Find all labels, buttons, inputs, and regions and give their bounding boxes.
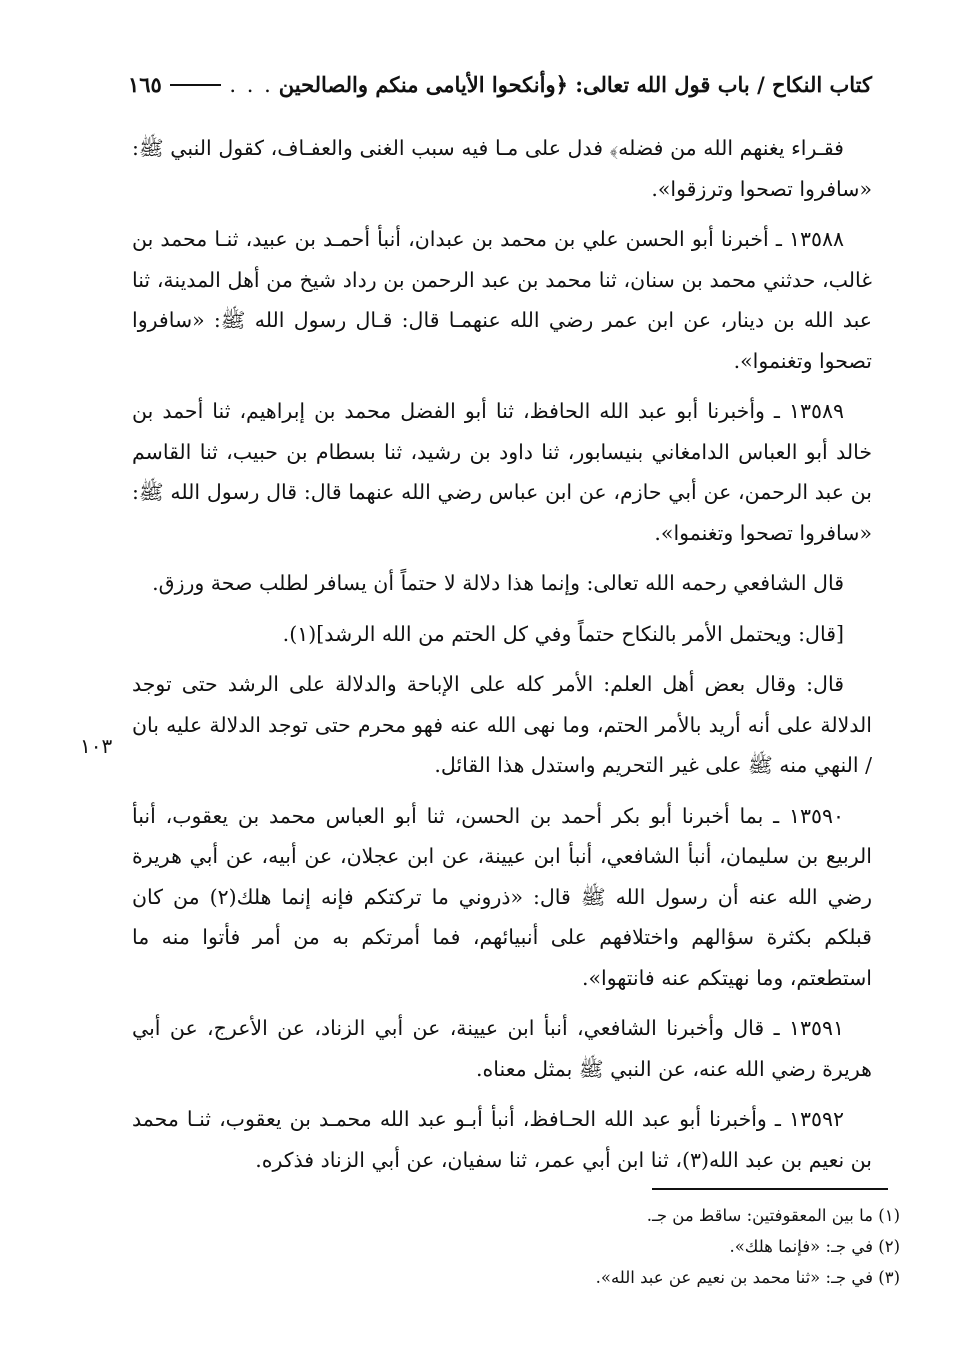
bracketed-note: [قال: ويحتمل الأمر بالنكاح حتماً وفي كل الحتم من الله الرشد](١). xyxy=(282,621,844,646)
hadith-13591: ١٣٥٩١ ـ قال وأخبرنا الشافعي، أنبأ ابن عيينة، عن أبي الزناد، عن الأعرج، عن أبي هريرة رضي الله عنه، عن النبي ﷺ بمثل معناه. xyxy=(132,1016,872,1081)
page-number: ١٦٥ xyxy=(128,72,162,97)
hadith-13588: ١٣٥٨٨ ـ أخبرنا أبو الحسن علي بن محمد بن عبدان، أنبأ أحمـد بن عبيد، ثنـا محمد بن غالب، حدثني محمد بن سنان، ثنا محمد بن عبد الرحمن بن رداد شيخ من أهل المدينة، ثنا عبد الله بن دينار، عن ابن عمر رضي الله عنهمـا قال: قـال رسول الله ﷺ: «سافروا تصحوا وتغنموا». xyxy=(132,227,872,373)
footnote-separator xyxy=(652,1188,888,1190)
running-header xyxy=(128,72,872,112)
hadith-13592: ١٣٥٩٢ ـ وأخبرنا أبو عبد الله الحـافظ، أنبأ أبـو عبد الله محمـد بن يعقوب، ثنـا محمد بن نعيم بن عبد الله(٣)، ثنا ابن أبي عمر، ثنا سفيان، عن أبي الزناد فذكره. xyxy=(132,1107,872,1172)
footnote-3: (٣) في جـ: «ثنا محمد بن نعيم عن عبد الله». xyxy=(595,1268,900,1287)
footnotes xyxy=(200,1200,900,1293)
footnote-1: (١) ما بين المعقوفتين: ساقط من جـ. xyxy=(646,1206,900,1225)
chapter-title: كتاب النكاح / باب قول الله تعالى: ﴿وأنكحوا الأيامى منكم والصالحين xyxy=(278,72,872,97)
main-text xyxy=(132,128,872,1190)
shafii-comment: قال الشافعي رحمه الله تعالى: وإنما هذا دلالة لا حتماً أن يسافر لطلب صحة ورزق. xyxy=(152,571,844,595)
hadith-13589: ١٣٥٨٩ ـ وأخبرنا أبو عبد الله الحافظ، ثنا أبو الفضل محمد بن إبراهيم، ثنا أحمد بن خالد أبو العباس الدامغاني بنيسابور، ثنا داود بن رشيد، ثنا بسطام بن حبيب، ثنا القاسم بن عبد الرحمن، عن أبي حازم، عن ابن عباس رضي الله عنهما قال: قال رسول الله ﷺ: «سافروا تصحوا وتغنموا». xyxy=(132,399,872,545)
footnote-2: (٢) في جـ: «فإنما هلك». xyxy=(729,1237,900,1256)
header-ellipsis: . . . xyxy=(229,73,273,97)
paragraph-continuation: فقـراء يغنهم الله من فضله﴾ فدل على مـا فيه سبب الغنى والعفـاف، كقول النبي ﷺ: «سافروا تصحوا وترزقوا». xyxy=(132,136,872,201)
hadith-13590: ١٣٥٩٠ ـ بما أخبرنا أبو بكر أحمد بن الحسن، ثنا أبو العباس محمد بن يعقوب، أنبأ الربيع بن سليمان، أنبأ الشافعي، أنبأ ابن عيينة، عن ابن عجلان، عن أبيه، عن أبي هريرة رضي الله عنه أن رسول الله ﷺ قال: «ذروني ما تركتكم فإنه إنما هلك(٢) من كان قبلكم بكثرة سؤالهم واختلافهم على أنبيائهم، فما أمرتكم به من أمر فأتوا منه ما استطعتم، وما نهيتكم عنه فانتهوا». xyxy=(132,803,873,990)
manuscript-folio-number: ١٠٣ xyxy=(80,734,113,758)
scholars-comment: قال: وقال بعض أهل العلم: الأمر كله على الإباحة والدلالة على الرشد حتى توجد الدلالة على أنه أريد بالأمر الحتم، وما نهى الله عنه فهو محرم حتى توجد الدلالة عليه بان / النهي منه ﷺ على غير التحريم واستدل هذا القائل. xyxy=(132,672,872,777)
header-rule xyxy=(170,84,222,86)
